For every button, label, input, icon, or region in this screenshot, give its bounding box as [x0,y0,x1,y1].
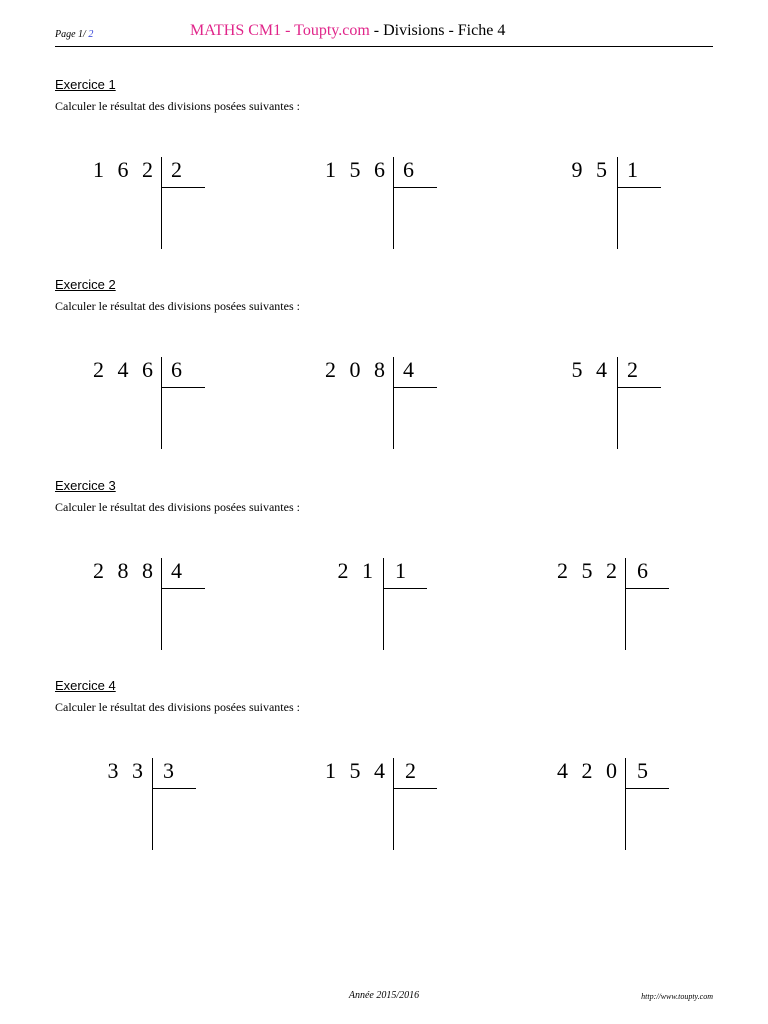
exercise-4 [55,678,713,858]
division-vertical-line [383,558,384,650]
divisor: 4 [171,558,182,583]
division-problem [535,558,627,650]
division-horizontal-line [625,788,669,789]
divisor: 1 [627,157,638,182]
division-vertical-line [393,157,394,249]
divisor: 2 [405,758,416,783]
title-subject: - Divisions - Fiche 4 [369,22,506,39]
exercise-2 [55,277,713,457]
divisor: 1 [395,558,406,583]
division-horizontal-line [393,788,437,789]
divisor: 6 [403,157,414,182]
exercise-instruction: Calculer le résultat des divisions posées suivantes : [55,700,300,714]
page-total-link[interactable]: 2 [88,29,94,40]
division-horizontal-line [393,187,437,188]
division-vertical-line [393,758,394,850]
dividend: 9 5 [571,157,611,182]
division-problem [75,157,163,249]
division-horizontal-line [161,387,205,388]
division-problem [75,558,163,650]
division-vertical-line [152,758,153,850]
dividend: 1 5 6 [325,157,389,182]
divisor: 2 [171,157,182,182]
exercise-3 [55,478,713,658]
exercise-title: Exercice 4 [55,678,116,693]
division-horizontal-line [383,588,427,589]
dividend: 2 4 6 [93,357,157,382]
division-vertical-line [393,357,394,449]
exercise-instruction: Calculer le résultat des divisions posées suivantes : [55,299,300,313]
division-horizontal-line [617,387,661,388]
exercise-1 [55,77,713,257]
exercise-instruction: Calculer le résultat des divisions posées suivantes : [55,99,300,113]
division-problem [305,758,395,850]
division-horizontal-line [161,588,205,589]
dividend: 1 5 4 [325,758,389,783]
division-vertical-line [161,157,162,249]
dividend: 2 0 8 [325,357,389,382]
division-problem [305,157,395,249]
dividend: 2 5 2 [557,558,621,583]
footer-year: Année 2015/2016 [348,990,420,1001]
division-horizontal-line [161,187,205,188]
page-header [55,22,713,47]
division-vertical-line [625,558,626,650]
divisor: 4 [403,357,414,382]
divisor: 6 [171,357,182,382]
exercise-title: Exercice 2 [55,277,116,292]
page-title [190,22,505,40]
division-problem [305,357,395,449]
page-label: Page 1/ [55,29,86,40]
division-vertical-line [161,558,162,650]
exercise-title: Exercice 1 [55,77,116,92]
dividend: 2 8 8 [93,558,157,583]
division-horizontal-line [152,788,196,789]
division-horizontal-line [625,588,669,589]
dividend: 3 3 [107,758,147,783]
dividend: 5 4 [571,357,611,382]
division-vertical-line [617,357,618,449]
dividend: 4 2 0 [557,758,621,783]
divisor: 6 [637,558,648,583]
division-vertical-line [625,758,626,850]
divisor: 5 [637,758,648,783]
division-problem [545,157,617,249]
division-problem [535,758,627,850]
division-problem [75,758,153,850]
footer-url-link[interactable]: http://www.toupty.com [641,992,713,1001]
division-problem [75,357,163,449]
division-problem [545,357,617,449]
dividend: 1 6 2 [93,157,157,182]
title-site: MATHS CM1 - Toupty.com [190,22,370,39]
divisor: 3 [163,758,174,783]
exercise-title: Exercice 3 [55,478,116,493]
division-horizontal-line [393,387,437,388]
division-horizontal-line [617,187,661,188]
division-vertical-line [161,357,162,449]
dividend: 2 1 [337,558,377,583]
exercise-instruction: Calculer le résultat des divisions posées suivantes : [55,500,300,514]
page-number [55,29,93,40]
divisor: 2 [627,357,638,382]
division-problem [305,558,383,650]
division-vertical-line [617,157,618,249]
